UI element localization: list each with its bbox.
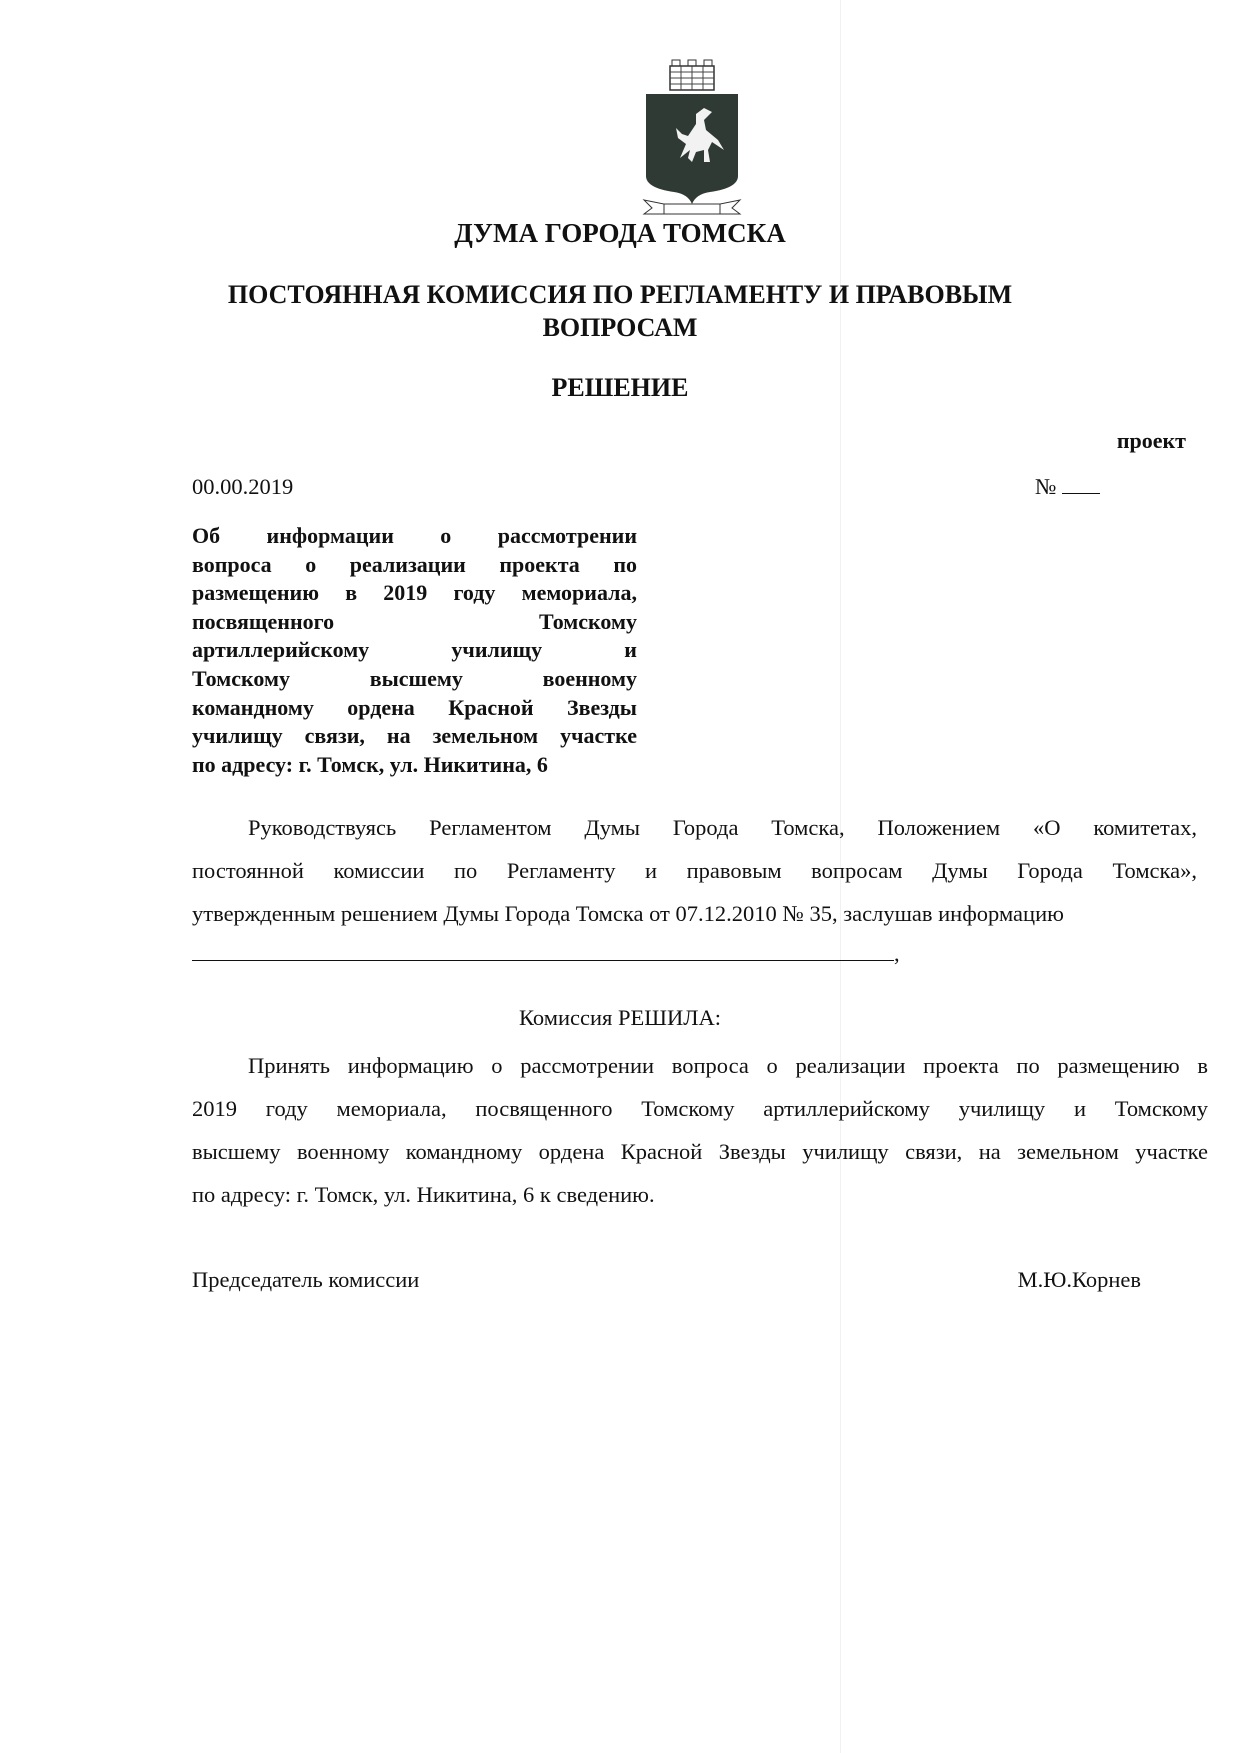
subject-line: размещению в 2019 году мемориала,: [192, 580, 637, 606]
preamble-line: утвержденным решением Думы Города Томска от 07.12.2010 № 35, заслушав информацию: [192, 901, 1064, 926]
signature-title: Председатель комиссии: [192, 1267, 420, 1292]
blank-suffix: ,: [894, 941, 900, 966]
doc-date: 00.00.2019: [192, 474, 294, 499]
doc-type: РЕШЕНИЕ: [551, 373, 689, 402]
coat-of-arms-tomsk: [640, 58, 744, 218]
subject-line: по адресу: г. Томск, ул. Никитина, 6: [192, 751, 548, 777]
preamble-line: Руководствуясь Регламентом Думы Города Томска, Положением «О комитетах,: [248, 815, 1197, 840]
commission-line-2: ВОПРОСАМ: [542, 313, 698, 342]
subject-line: училищу связи, на земельном участке: [192, 723, 637, 749]
commission-line-1: ПОСТОЯННАЯ КОМИССИЯ ПО РЕГЛАМЕНТУ И ПРАВОВЫМ: [227, 280, 1013, 309]
subject-line: посвященного Томскому: [192, 608, 637, 634]
decision-line: Принять информацию о рассмотрении вопроса о реализации проекта по размещению в: [248, 1053, 1208, 1078]
subject-line: Об информации о рассмотрении: [192, 523, 637, 548]
decision-line: по адресу: г. Томск, ул. Никитина, 6 к сведению.: [192, 1182, 655, 1207]
org-name: ДУМА ГОРОДА ТОМСКА: [454, 218, 786, 248]
draft-mark: проект: [1116, 428, 1186, 453]
number-blank: [1062, 475, 1100, 494]
decision-line: 2019 году мемориала, посвященного Томскому артиллерийскому училищу и Томскому: [192, 1096, 1208, 1121]
signature-name: М.Ю.Корнев: [1017, 1267, 1141, 1292]
info-blank: [192, 940, 900, 967]
decision-heading: Комиссия РЕШИЛА:: [519, 1005, 721, 1030]
subject-line: командному ордена Красной Звезды: [192, 694, 637, 720]
subject-line: вопроса о реализации проекта по: [192, 551, 637, 577]
decision-line: высшему военному командному ордена Красной Звезды училищу связи, на земельном участке: [192, 1139, 1208, 1164]
crown-icon: [670, 60, 714, 90]
preamble-line: постоянной комиссии по Регламенту и правовым вопросам Думы Города Томска»,: [192, 858, 1197, 883]
subject-line: артиллерийскому училищу и: [192, 637, 637, 663]
number-label: №: [1035, 474, 1057, 499]
doc-number: [1035, 474, 1100, 500]
blank-line: [192, 940, 894, 961]
subject-line: Томскому высшему военному: [192, 666, 637, 691]
